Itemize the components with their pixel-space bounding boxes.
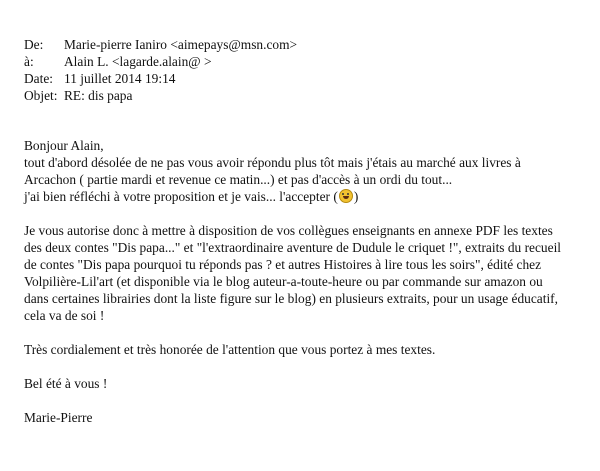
header-value-subject: RE: dis papa bbox=[64, 88, 133, 103]
email-header bbox=[24, 36, 600, 104]
header-subject bbox=[24, 87, 600, 104]
signature: Marie-Pierre bbox=[24, 410, 93, 425]
header-label-date: Date: bbox=[24, 71, 53, 86]
body-text: ) bbox=[353, 189, 359, 204]
header-value-from: Marie-pierre Ianiro <aimepays@msn.com> bbox=[64, 37, 298, 52]
header-date bbox=[24, 70, 600, 87]
body-text: j'ai bien réfléchi à votre proposition et je vais... l'accepter ( bbox=[24, 189, 338, 204]
greeting: Bonjour Alain, bbox=[24, 138, 104, 153]
header-from bbox=[24, 36, 600, 53]
laughing-face-icon bbox=[339, 189, 353, 203]
body-line: de contes "Dis papa pourquoi tu réponds pas ? et autres Histoires à lire tous les soirs", édité chez bbox=[24, 257, 542, 272]
body-line: Volpilière-Lil'art (et disponible via le blog auteur-a-toute-heure ou par commande sur amazon ou bbox=[24, 274, 543, 289]
paragraph-gap bbox=[24, 205, 584, 222]
header-value-to: Alain L. <lagarde.alain@ > bbox=[64, 54, 212, 69]
header-label-from: De: bbox=[24, 37, 44, 52]
body-line: des deux contes "Dis papa..." et "l'extraordinaire aventure de Dudule le criquet !", extraits du recueil bbox=[24, 240, 562, 255]
header-label-to: à: bbox=[24, 54, 34, 69]
closing-line: Très cordialement et très honorée de l'attention que vous portez à mes textes. bbox=[24, 342, 436, 357]
header-to bbox=[24, 53, 600, 70]
body-line: dans certaines librairies dont la liste figure sur le blog) en plusieurs extraits, pour un usage éducatif, bbox=[24, 291, 558, 306]
body-line: tout d'abord désolée de ne pas vous avoir répondu plus tôt mais j'étais au marché aux livres à bbox=[24, 155, 521, 170]
paragraph-gap bbox=[24, 392, 584, 409]
body-line: Je vous autorise donc à mettre à disposition de vos collègues enseignants en annexe PDF les textes bbox=[24, 223, 553, 238]
body-line: cela va de soi ! bbox=[24, 308, 105, 323]
header-label-subject: Objet: bbox=[24, 88, 58, 103]
body-line: Arcachon ( partie mardi et revenue ce matin...) et pas d'accès à un ordi du tout... bbox=[24, 172, 453, 187]
farewell-line: Bel été à vous ! bbox=[24, 376, 108, 391]
header-value-date: 11 juillet 2014 19:14 bbox=[64, 71, 176, 86]
body-line-accept bbox=[24, 188, 584, 205]
email-body bbox=[24, 137, 584, 426]
paragraph-gap bbox=[24, 358, 584, 375]
paragraph-gap bbox=[24, 324, 584, 341]
